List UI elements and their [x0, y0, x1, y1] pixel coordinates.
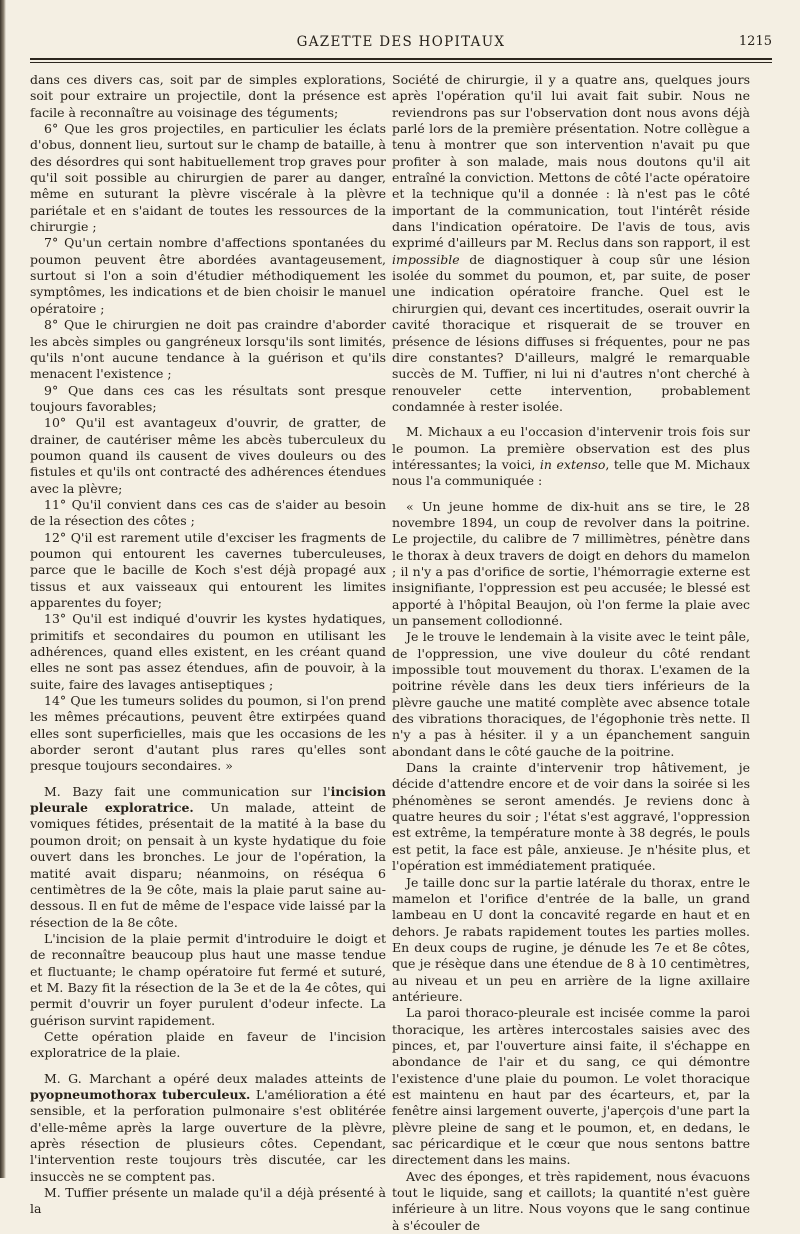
paragraph: 7° Qu'un certain nombre d'affections spontanées du poumon peuvent être abordées avantageusement, surtout si l'on a soin d'étudier méthodiquement les symptômes, les indications et de bien choisir le manuel opératoire ;	[30, 235, 386, 316]
text-run: M. Michaux a eu l'occasion d'intervenir trois fois sur le poumon. La première observation est des plus intéressantes; la voici,	[392, 424, 750, 472]
text-run: L'amélioration a été sensible, et la perforation pulmonaire s'est oblitérée d'elle-même après la large ouverture de la plèvre, après résection de plusieurs côtes. Cependant, l'intervention reste toujours très discutée, car les insuccès ne se comptent pas.	[30, 1086, 386, 1184]
paragraph: 9° Que dans ces cas les résultats sont presque toujours favorables;	[30, 382, 386, 414]
paragraph: 10° Qu'il est avantageux d'ouvrir, de gratter, de drainer, de cautériser même les abcès tuberculeux du poumon quand ils causent de vives douleurs ou des fistules et qu'ils ont contracté des adhérences étendues avec la plèvre;	[30, 415, 386, 496]
paragraph: 11° Qu'il convient dans ces cas de s'aider au besoin de la résection des côtes ;	[30, 496, 386, 529]
paragraph: 12° Q'il est rarement utile d'exciser les fragments de poumon qui entourent les cavernes tuberculeuses, parce que le bacille de Koch s'est déjà propagé aux tissus et aux vaisseaux qui entourent les limites apparentes du foyer;	[30, 529, 386, 610]
page-binding-edge	[0, 0, 6, 1178]
text-run: Un malade, atteint de vomiques fétides, présentait de la matité à la base du poumon droit; on pensait à un kyste hydatique du foie ouvert dans les bronches. Le jour de l'opération, la matité avait disparu; néanmoins, on réséqua 6 centimètres de la 9e côte, mais la plaie parut saine au-dessous. Il en fut de même de l'espace vide laissé par la résection de la 8e côte.	[30, 800, 386, 930]
paragraph: 6° Que les gros projectiles, en particulier les éclats d'obus, donnent lieu, surtout sur le champ de bataille, à des désordres qui sont habituellement trop graves pour qu'il soit possible au chirurgien de parer au danger, même en suturant la plèvre viscérale à la plèvre pariétale et en s'aidant de toutes les ressources de la chirurgie ;	[30, 121, 386, 235]
topic-heading: incision pleurale exploratrice.	[30, 783, 386, 816]
paragraph: Je taille donc sur la partie latérale du thorax, entre le mamelon et l'orifice d'entrée de la balle, un grand lambeau en U dont la concavité regarde en haut et en dehors. Je rabats rapidement toutes les parties molles. En deux coups de rugine, je dénude les 7e et 8e côtes, que je résèque dans une étendue de 8 à 10 centimètres, au niveau et un peu en arrière de la ligne axillaire antérieure.	[392, 874, 750, 1004]
paragraph: M. Tuffier présente un malade qu'il a déjà présenté à la	[30, 1185, 386, 1217]
paragraph: Avec des éponges, et très rapidement, nous évacuons tout le liquide, sang et caillots; la quantité n'est guère inférieure à un litre. Nous voyons que le sang continue à s'écouler de	[392, 1168, 750, 1233]
italic-text: in extenso	[539, 456, 606, 472]
left-column	[30, 72, 386, 1218]
topic-heading: pyopneumothorax tuberculeux.	[30, 1086, 251, 1102]
paragraph: dans ces divers cas, soit par de simples explorations, soit pour extraire un projectile, dont la présence est facile à reconnaître au voisinage des téguments;	[30, 72, 386, 120]
paragraph: Dans la crainte d'intervenir trop hâtivement, je décide d'attendre encore et de voir dans la soirée si les phénomènes se seront amendés. Je reviens donc à quatre heures du soir ; l'état s'est aggravé, l'oppression est extrême, la température monte à 38 degrés, le pouls est petit, la face est pâle, anxieuse. Je n'hésite plus, et l'opération est immédiatement pratiquée.	[392, 760, 750, 874]
paragraph: La paroi thoraco-pleurale est incisée comme la paroi thoracique, les artères intercostales saisies avec des pinces, et, par l'ouverture ainsi faite, il s'échappe en abondance de l'air et du sang, ce qui démontre l'existence d'une plaie du poumon. Le volet thoracique est maintenu en haut par des écarteurs, et, par la fenêtre ainsi largement ouverte, j'aperçois d'une part la plèvre pleine de sang et le poumon, et, en dedans, le sac péricardique et le cœur que nous sentons battre directement dans les mains.	[392, 1005, 750, 1168]
page-header	[30, 34, 772, 54]
italic-text: impossible	[392, 251, 460, 267]
page-number: 1215	[738, 34, 772, 49]
text-run: M. G. Marchant a opéré deux malades atteints de	[44, 1070, 386, 1086]
text-run: Société de chirurgie, il y a quatre ans, quelques jours après l'opération qu'il lui avait fait subir. Nous ne reviendrons pas sur l'observation dont nous avons déjà parlé lors de la première présentation. Notre collègue a tenu à montrer que son intervention n'avait pu que profiter à son malade, mais nous doutons qu'il ait entraîné la conviction. Mettons de côté l'acte opératoire et la technique qu'il a donnée : là n'est pas le côté important de la communication, tout l'intérêt réside dans l'indication opératoire. De l'avis de tous, avis exprimé d'ailleurs par M. Reclus dans son rapport, il est	[392, 72, 750, 251]
text-run: de diagnostiquer à coup sûr une lésion isolée du sommet du poumon, et, par suite, de poser une indication opératoire franche. Quel est le chirurgien qui, devant ces incertitudes, oserait ouvrir la cavité thoracique et risquerait de se trouver en présence de lésions diffuses si fréquentes, pour ne pas dire constantes? D'ailleurs, malgré le remarquable succès de M. Tuffier, ni lui ni d'autres n'ont cherché à renouveler cette intervention, probablement condamnée à rester isolée.	[392, 251, 750, 414]
journal-title: GAZETTE DES HOPITAUX	[296, 34, 506, 50]
paragraph: 8° Que le chirurgien ne doit pas craindre d'aborder les abcès simples ou gangréneux lorsqu'ils sont limités, qu'ils n'ont aucune tendance à la guérison et qu'ils menacent l'existence ;	[30, 317, 386, 382]
text-run: M. Bazy fait une communication sur l'	[44, 783, 331, 799]
paragraph: 14° Que les tumeurs solides du poumon, si l'on prend les mêmes précautions, peuvent être extirpées quand elles sont superficielles, mais que les occasions de les aborder seront d'autant plus rares qu'elles sont presque toujours secondaires. »	[30, 693, 386, 774]
paragraph-michaux	[392, 424, 750, 489]
paragraph: 13° Qu'il est indiqué d'ouvrir les kystes hydatiques, primitifs et secondaires du poumon en utilisant les adhérences, quand elles existent, en les créant quand elles ne sont pas assez étendues, afin de pouvoir, à la suite, faire des lavages antiseptiques ;	[30, 611, 386, 692]
paragraph: Je le trouve le lendemain à la visite avec le teint pâle, de l'oppression, une vive douleur du côté rendant impossible tout mouvement du thorax. L'examen de la poitrine révèle dans les deux tiers inférieurs de la plèvre gauche une matité complète avec absence totale des vibrations thoraciques, de l'égophonie très nette. Il n'y a pas à hésiter. il y a un épanchement sanguin abondant dans le côté gauche de la poitrine.	[392, 629, 750, 759]
paragraph-marchant	[30, 1071, 386, 1185]
header-rule	[30, 58, 772, 63]
right-column	[392, 72, 750, 1234]
paragraph	[392, 72, 750, 415]
paragraph-bazy	[30, 784, 386, 931]
paragraph: Cette opération plaide en faveur de l'incision exploratrice de la plaie.	[30, 1028, 386, 1061]
paragraph: L'incision de la plaie permit d'introduire le doigt et de reconnaître beaucoup plus haut une masse tendue et fluctuante; le champ opératoire fut fermé et suturé, et M. Bazy fit la résection de la 3e et de la 4e côtes, qui permit d'ouvrir un foyer purulent d'odeur infecte. La guérison survint rapidement.	[30, 930, 386, 1028]
text-run: , telle que M. Michaux nous l'a communiquée :	[392, 456, 750, 489]
paragraph: « Un jeune homme de dix-huit ans se tire, le 28 novembre 1894, un coup de revolver dans la poitrine. Le projectile, du calibre de 7 millimètres, pénètre dans le thorax à deux travers de doigt en dehors du mamelon ; il n'y a pas d'orifice de sortie, l'hémorragie externe est insignifiante, l'oppression est peu accusée; le blessé est apporté à l'hôpital Beaujon, où l'on ferme la plaie avec un pansement collodionné.	[392, 498, 750, 628]
